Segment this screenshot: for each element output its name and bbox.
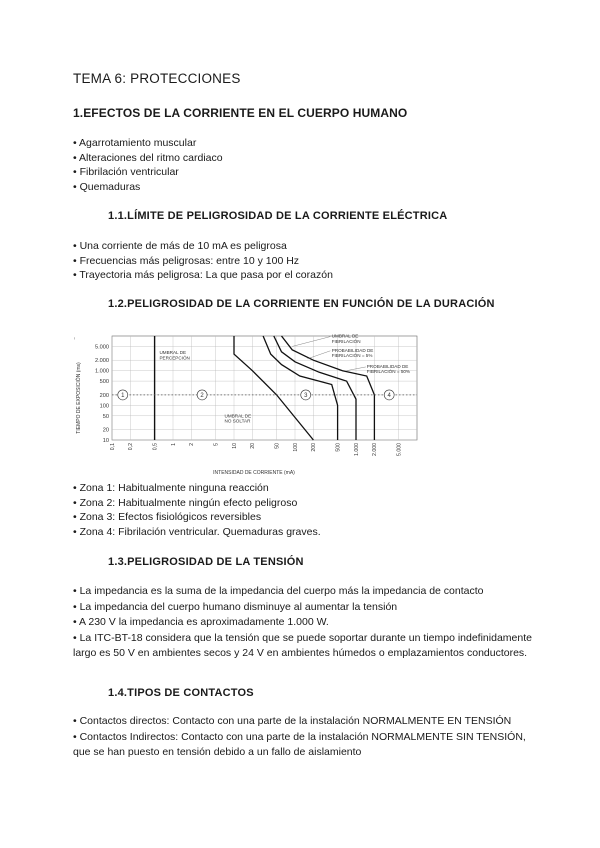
curve-2 bbox=[234, 336, 313, 440]
x-tick-label: 2.000 bbox=[372, 443, 379, 456]
section14-list bbox=[73, 714, 533, 761]
x-tick-label: 10 bbox=[231, 443, 238, 449]
y-tick-label: 500 bbox=[99, 379, 109, 386]
section14-heading: 1.4.TIPOS DE CONTACTOS bbox=[108, 687, 254, 699]
x-tick-label: 0,1 bbox=[109, 443, 116, 451]
list-item: • Frecuencias más peligrosas: entre 10 y 100 Hz bbox=[73, 254, 333, 269]
list-item: • La ITC-BT-18 considera que la tensión que se puede soportar durante un tiempo indefinidamente largo es 50 V en ambientes secos y 24 V en ambientes húmedos o emplazamientos conductores. bbox=[73, 631, 533, 662]
list-item: • Zona 1: Habitualmente ninguna reacción bbox=[73, 481, 321, 496]
list-item: • Agarrotamiento muscular bbox=[73, 136, 223, 151]
list-item: • Alteraciones del ritmo cardiaco bbox=[73, 151, 223, 166]
list-item: • Zona 4: Fibrilación ventricular. Quemaduras graves. bbox=[73, 525, 321, 540]
x-tick-label: 1.000 bbox=[353, 443, 360, 456]
list-item: • Contactos directos: Contacto con una parte de la instalación NORMALMENTE EN TENSIÓN bbox=[73, 714, 533, 730]
list-item: • La impedancia es la suma de la impedancia del cuerpo más la impedancia de contacto bbox=[73, 584, 533, 600]
section11-list bbox=[73, 239, 333, 283]
y-tick-label: 100 bbox=[99, 403, 109, 410]
section1-heading: 1.EFECTOS DE LA CORRIENTE EN EL CUERPO HUMANO bbox=[73, 106, 408, 120]
y-tick-label: 10 bbox=[102, 438, 109, 444]
x-tick-label: 50 bbox=[274, 443, 281, 449]
chart-corner-mark: ᵢ bbox=[74, 335, 75, 341]
y-axis-label: TIEMPO DE EXPOSICIÓN (ms) bbox=[76, 362, 82, 434]
annotation-leader bbox=[292, 337, 330, 347]
section13-list bbox=[73, 584, 533, 662]
list-item: • Zona 2: Habitualmente ningún efecto peligroso bbox=[73, 496, 321, 511]
list-item: • Fibrilación ventricular bbox=[73, 165, 223, 180]
x-tick-label: 200 bbox=[311, 443, 318, 452]
annotation-prob-5: PROBABILIDAD DE FIBRILACIÓN = 5% bbox=[331, 347, 374, 359]
zone-label: 1 bbox=[121, 392, 125, 399]
current-duration-chart bbox=[72, 328, 552, 476]
list-item: • Zona 3: Efectos fisiológicos reversibles bbox=[73, 510, 321, 525]
zone-label: 2 bbox=[200, 392, 204, 399]
annotation-leader bbox=[307, 351, 330, 359]
y-tick-label: 1.000 bbox=[95, 368, 109, 375]
section13-heading: 1.3.PELIGROSIDAD DE LA TENSIÓN bbox=[108, 556, 304, 568]
section1-list bbox=[73, 136, 223, 194]
zone-label: 3 bbox=[304, 392, 308, 399]
x-tick-label: 500 bbox=[335, 443, 342, 452]
x-tick-label: 0,5 bbox=[152, 443, 159, 451]
x-axis-label: INTENSIDAD DE CORRIENTE (mA) bbox=[213, 470, 295, 476]
y-tick-label: 50 bbox=[102, 413, 109, 420]
page-title: TEMA 6: PROTECCIONES bbox=[73, 71, 241, 86]
annotation-umbral-no-soltar: UMBRAL DE NO SOLTAR bbox=[224, 413, 252, 424]
list-item: • Trayectoria más peligrosa: La que pasa por el corazón bbox=[73, 268, 333, 283]
x-tick-label: 0,2 bbox=[128, 443, 135, 451]
x-tick-label: 2 bbox=[189, 443, 196, 446]
y-tick-label: 5.000 bbox=[95, 344, 109, 351]
section11-heading: 1.1.LÍMITE DE PELIGROSIDAD DE LA CORRIENTE ELÉCTRICA bbox=[108, 210, 448, 222]
x-tick-label: 5.000 bbox=[396, 443, 403, 456]
list-item: • Quemaduras bbox=[73, 180, 223, 195]
zone-label: 4 bbox=[387, 392, 391, 399]
section12-heading: 1.2.PELIGROSIDAD DE LA CORRIENTE EN FUNCIÓN DE LA DURACIÓN bbox=[108, 298, 495, 310]
chart-annotations bbox=[74, 334, 410, 424]
x-tick-label: 20 bbox=[250, 443, 257, 449]
list-item: • La impedancia del cuerpo humano disminuye al aumentar la tensión bbox=[73, 600, 533, 616]
x-tick-label: 100 bbox=[292, 443, 299, 452]
y-tick-label: 200 bbox=[99, 392, 109, 399]
y-tick-label: 20 bbox=[102, 427, 109, 434]
list-item: • Contactos Indirectos: Contacto con una parte de la instalación NORMALMENTE SIN TENSIÓN, que se han puesto en tensión debido a un fallo de aislamiento bbox=[73, 730, 533, 761]
section12-list bbox=[73, 481, 321, 539]
x-tick-label: 5 bbox=[213, 443, 220, 446]
list-item: • Una corriente de más de 10 mA es peligrosa bbox=[73, 239, 333, 254]
annotation-umbral-percepcion: UMBRAL DE PERCEPCIÓN bbox=[159, 350, 190, 361]
annotation-prob-50: PROBABILIDAD DE FIBRILACIÓN = 50% bbox=[366, 363, 411, 375]
annotation-umbral-fibrilacion: UMBRAL DE FIBRILACIÓN bbox=[331, 333, 361, 344]
y-tick-label: 2.000 bbox=[95, 358, 109, 365]
x-tick-label: 1 bbox=[170, 443, 177, 446]
list-item: • A 230 V la impedancia es aproximadamente 1.000 W. bbox=[73, 615, 533, 631]
